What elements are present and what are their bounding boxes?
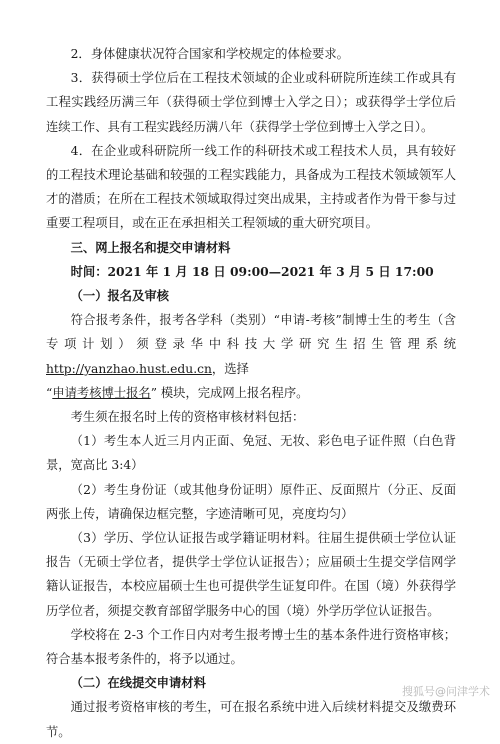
subsection-heading-online-submission: （二）在线提交申请材料 bbox=[70, 675, 206, 691]
material-item-photo: （1）考生本人近三月内正面、免冠、无妆、彩色电子证件照（白色背景，宽高比 3:4） bbox=[46, 434, 456, 473]
review-notice: 学校将在 2-3 个工作日内对考生报考博士生的基本条件进行资格审核；符合基本报考条件的，将予以通过。 bbox=[46, 627, 456, 667]
requirement-item-3: 3．获得硕士学位后在工程技术领域的企业或科研院所连续工作或具有工程实践经历满三年（获得硕士学位到博士入学之日）；或获得学士学位后连续工作、具有工程实践经历满八年（获得学士学位到博士入学之日）。 bbox=[46, 71, 456, 134]
registration-text-c: “ bbox=[46, 385, 53, 400]
apply-module-link[interactable]: 申请考核博士报名 bbox=[52, 385, 151, 400]
requirement-item-2: 2．身体健康状况符合国家和学校规定的体检要求。 bbox=[70, 47, 349, 61]
submission-instructions: 通过报考资格审核的考生，可在报名系统中进入后续材料提交及缴费环节。 bbox=[46, 700, 456, 739]
registration-time: 时间：2021 年 1 月 18 日 09:00—2021 年 3 月 5 日 17:00 bbox=[70, 263, 434, 279]
subsection-heading-registration-review: （一）报名及审核 bbox=[70, 288, 169, 304]
document-page bbox=[46, 42, 456, 744]
material-item-id-card: （2）考生身份证（或其他身份证明）原件正、反面照片（分正、反面两张上传，请确保边框完整，字迹清晰可见，亮度均匀） bbox=[46, 482, 456, 521]
material-item-degree-report: （3）学历、学位认证报告或学籍证明材料。往届生提供硕士学位认证报告（无硕士学位者，提供学士学位认证报告）；应届硕士生提交学信网学籍认证报告，本校应届硕士生也可提供学生证复印件。在国（境）外获得学历学位者，须提交教育部留学服务中心的国（境）外学历学位认证报告。 bbox=[46, 531, 456, 618]
registration-text-d: ” 模块，完成网上报名程序。 bbox=[150, 385, 309, 400]
admission-system-link[interactable]: http://yanzhao.hust.edu.cn bbox=[46, 361, 212, 376]
requirement-item-4: 4．在企业或科研院所一线工作的科研技术或工程技术人员，具有较好的工程技术理论基础和较强的工程实践能力，具备成为工程技术领域领军人才的潜质；在所在工程技术领域取得过突出成果，主持或者作为骨干参与过重要工程项目，或在正在承担相关工程领域的重大研究项目。 bbox=[46, 143, 456, 231]
registration-instructions bbox=[46, 308, 456, 405]
registration-text-a: 符合报考条件，报考各学科（类别）“申请-考核”制博士生的考生（含专项计划）须登录华中科技大学研究生招生管理系统 bbox=[46, 313, 456, 352]
section-heading-online-registration: 三、网上报名和提交申请材料 bbox=[70, 239, 231, 255]
source-watermark: 搜狐号@问津学术 bbox=[402, 685, 490, 698]
registration-text-b: ，选择 bbox=[211, 361, 249, 376]
materials-intro: 考生须在报名时上传的资格审核材料包括： bbox=[70, 410, 305, 425]
